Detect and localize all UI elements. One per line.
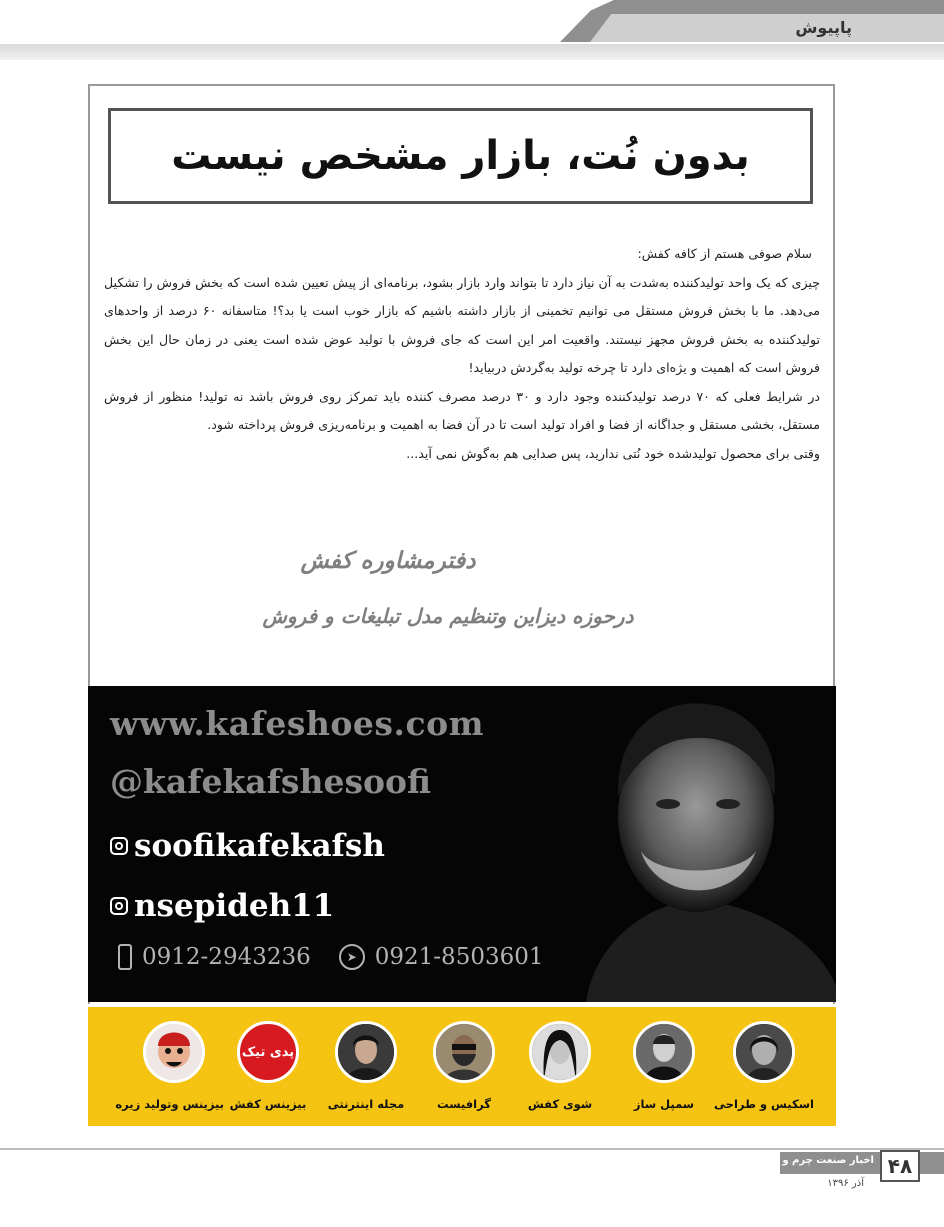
instagram-1[interactable] [110,828,385,864]
partner-label: بیزینس وتولید زیره [115,1097,224,1111]
mobile-phone-icon [118,944,132,970]
padi-tik-logo [237,1021,299,1083]
telegram-icon: ➤ [339,944,365,970]
article-body [104,240,820,468]
portrait-woman-icon [529,1021,591,1083]
partner-item [614,1021,714,1111]
portrait-man-icon [633,1021,695,1083]
magazine-name: اخبار صنعت چرم و کفش [751,1155,874,1166]
partner-label: شوی کفش [527,1097,593,1111]
header-light-strip [0,44,944,60]
paragraph-2: در شرایط فعلی که ۷۰ درصد تولیدکننده وجود دارد و ۳۰ درصد مصرف کننده باید تمرکز روی فروش باشد نه تولید! منظور از فروش مستقل، بخشی مستقل و جداگانه از فضا و افراد تولید است تا در آن فضا به اهمیت و برنامه‌ریزی فروش پرداخته شود. [104,388,821,432]
header-inner-tab [590,14,944,42]
instagram-icon [110,837,128,855]
partner-label: گرافیست [437,1097,491,1111]
services-line: درحوزه دیزاین وتنظیم مدل تبلیغات و فروش [262,604,634,628]
section-title: پاپیوش [795,18,852,37]
instagram-1-text: soofikafekafsh [134,828,385,864]
partner-item [115,1021,224,1111]
partner-item [218,1021,318,1111]
partner-label: بیزینس کفش [229,1097,307,1111]
issue-date: آذر ۱۳۹۶ [827,1178,864,1189]
partner-label: اسکیس و طراحی [714,1097,814,1111]
partner-label: سمپل ساز [633,1097,695,1111]
partner-item [316,1021,416,1111]
headline: بدون نُت، بازار مشخص نیست [171,133,750,179]
partner-item [414,1021,514,1111]
portrait-photo [546,686,836,1002]
portrait-man-icon [335,1021,397,1083]
portrait-woman-icon [733,1021,795,1083]
cartoon-icon [143,1021,205,1083]
instagram-2-text: nsepideh11 [134,888,335,924]
logo-text: پدی تیک [241,1044,295,1060]
instagram-icon [110,897,128,915]
paragraph-1: چیزی که یک واحد تولیدکننده به‌شدت به آن نیاز دارد تا بتواند وارد بازار بشود، برنامه‌ای از پیش تعیین شده است که بخش فروش را تشکیل می‌دهد. ما با بخش فروش مستقل می توانیم تخمینی از بازار داشته باشیم که بازار خوب است یا بد؟! متاسفانه ۶۰ درصد از واحدهای تولیدکننده به بخش فروش مجهز نیستند. واقعیت امر این است که جای فروش با تولید عوض شده است یعنی در زمان حال این بخش فروش است که اهمیت و یژه‌ای دارد تا چرخه تولید به‌گردش دربیاید! [104,274,820,375]
greeting: سلام صوفی هستم از کافه کفش: [637,246,812,261]
office-title: دفترمشاوره کفش [300,548,476,574]
paragraph-3: وقتی برای محصول تولیدشده خود نُتی ندارید، پس صدایی هم به‌گوش نمی آید... [406,445,820,461]
telegram-number[interactable]: 0921-8503601 [374,944,544,970]
footer-line [0,1148,944,1150]
page-number: ۴۸ [880,1150,920,1182]
phone-number[interactable]: 0912-2943236 [142,944,311,970]
social-handle[interactable]: @kafekafshesoofi [110,762,432,801]
instagram-2[interactable] [110,888,334,924]
partner-item [510,1021,610,1111]
partner-item [714,1021,814,1111]
contact-band [88,686,836,1002]
portrait-man-icon [433,1021,495,1083]
headline-box [108,108,813,204]
partner-label: مجله اینترنتی [327,1097,405,1111]
partners-strip [88,1004,836,1126]
phone-row [118,944,544,970]
website-link[interactable]: www.kafeshoes.com [110,704,484,743]
